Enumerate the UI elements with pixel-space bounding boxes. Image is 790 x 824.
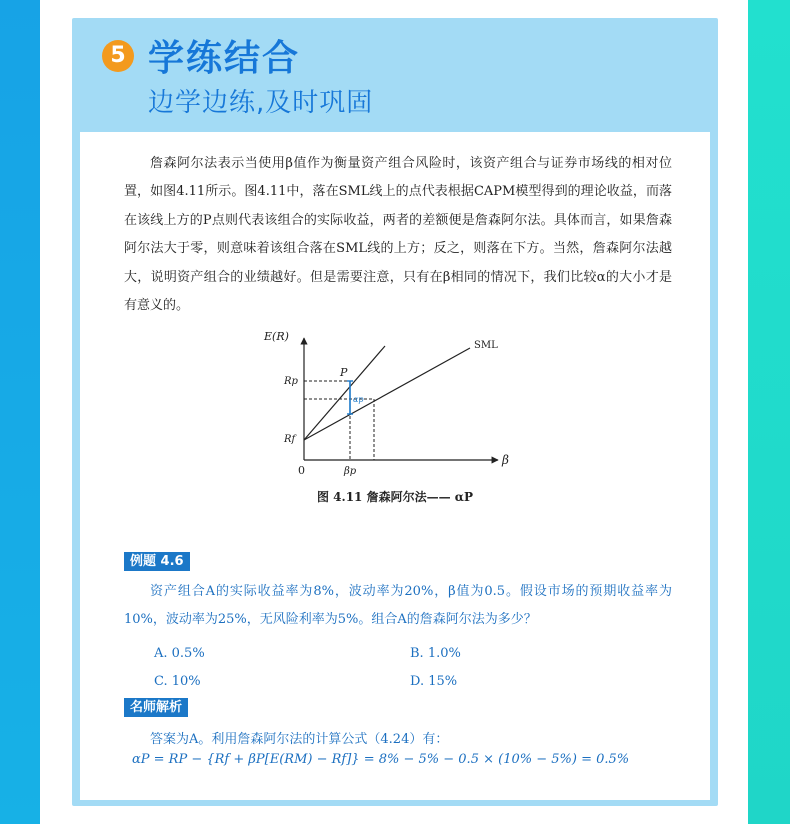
beta-p-label: βp [344, 466, 357, 477]
section-number-badge: 5 [102, 40, 134, 72]
sml-label: SML [474, 340, 498, 351]
alpha-formula: αP = RP − {Rf + βP[E(RM) − Rf]} = 8% − 5% − 0.5 × (10% − 5%) = 0.5% [132, 752, 630, 767]
origin-label: 0 [298, 464, 305, 477]
analysis-tag: 名师解析 [124, 698, 188, 717]
textbook-page [80, 132, 710, 800]
section-header [72, 18, 718, 130]
option-a: A. 0.5% [154, 646, 205, 661]
point-p-label: P [340, 366, 348, 379]
figure-caption: 图 4.11 詹森阿尔法—— αP [316, 490, 474, 504]
section-title: 学练结合 [148, 38, 301, 79]
sml-line [304, 348, 470, 440]
sml-figure [260, 330, 510, 480]
option-c: C. 10% [154, 674, 201, 689]
example-question: 资产组合A的实际收益率为8%，波动率为20%，β值为0.5。假设市场的预期收益率为10%，波动率为25%，无风险利率为5%。组合A的詹森阿尔法为多少？ [124, 584, 672, 627]
body-paragraph: 詹森阿尔法表示当使用β值作为衡量资产组合风险时，该资产组合与证券市场线的相对位置，如图4.11所示。图4.11中，落在SML线上的点代表根据CAPM模型得到的理论收益，而落在该线上方的P点则代表该组合的实际收益，两者的差额便是詹森阿尔法。具体而言，如果詹森阿尔法大于零，则意味着该组合落在SML线的上方；反之，则落在下方。当然，詹森阿尔法越大，说明资产组合的业绩越好。但是需要注意，只有在β相同的情况下，我们比较α的大小才是有意义的。 [124, 156, 672, 314]
analysis-answer: 答案为A。利用詹森阿尔法的计算公式（4.24）有： [150, 732, 449, 747]
right-accent-bar [748, 0, 790, 824]
rp-label: Rp [284, 376, 298, 387]
option-b: B. 1.0% [410, 646, 461, 661]
y-axis-label: E(R) [264, 330, 289, 343]
alpha-label: αp [353, 395, 364, 404]
x-axis-label: β [502, 453, 509, 467]
example-tag: 例题 4.6 [124, 552, 190, 571]
portfolio-line [304, 346, 385, 440]
rf-label: Rf [284, 434, 296, 445]
section-subtitle: 边学边练,及时巩固 [148, 88, 374, 118]
left-accent-bar [0, 0, 40, 824]
content-card [72, 18, 718, 806]
option-d: D. 15% [410, 674, 458, 689]
